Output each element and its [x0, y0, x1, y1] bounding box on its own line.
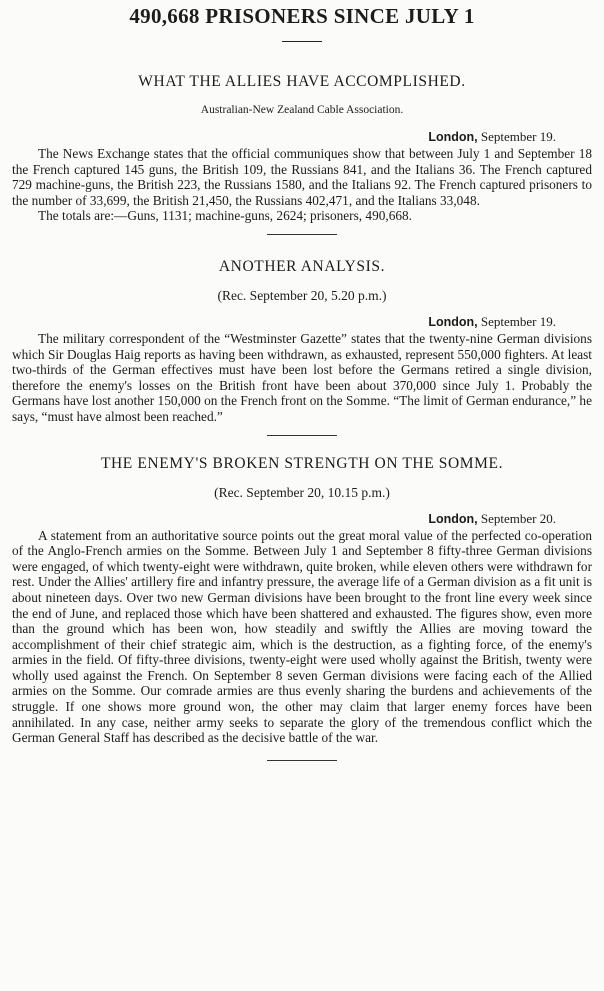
section1-paragraph-2: The totals are:—Guns, 1131; machine-guns, 2624; prisoners, 490,668.	[38, 208, 412, 224]
section1-dateline	[12, 128, 592, 146]
section1-paragraph-1: The News Exchange states that the official communiques show that between July 1 and September 18 the French captured 145 guns, the British 109, the Russians 841, and the Italians 36. The French captured 729 machine-guns, the British 223, the Russians 1580, and the Italians 92. The French captured prisoners to the number of 33,699, the British 21,450, the Russians 402,471, and the Italians 33,048.	[12, 146, 592, 208]
section3-title: THE ENEMY'S BROKEN STRENGTH ON THE SOMME.	[100, 454, 504, 472]
closing-rule	[267, 760, 337, 761]
section2-paragraph: The military correspondent of the “Westminster Gazette” states that the twenty-nine German divisions which Sir Douglas Haig reports as having been withdrawn, as exhausted, represent 550,000 fighters. At least two-thirds of the German effectives must have been lost before the Germans retired a single division, therefore the enemy's losses on the British front have been about 370,000 since July 1. Probably the Germans have lost another 150,000 on the French front on the Somme. “The limit of German endurance,” he says, “must have almost been reached.”	[12, 330, 592, 424]
section1-dateline-date: September 19.	[480, 129, 556, 144]
section2-dateline-date: September 19.	[480, 313, 556, 329]
section3-dateline-date: September 20.	[480, 510, 556, 526]
section1-credit: Australian-New Zealand Cable Association.	[200, 104, 404, 116]
section2-dateline	[12, 313, 592, 331]
section1-dateline-place: London,	[428, 130, 478, 144]
section3-dateline	[12, 510, 592, 528]
section2-dateline-place: London,	[428, 314, 478, 329]
main-headline: 490,668 PRISONERS SINCE JULY 1	[129, 4, 475, 28]
section3-dateline-place: London,	[428, 511, 478, 526]
section2-title: ANOTHER ANALYSIS.	[218, 257, 386, 275]
section3-paragraph: A statement from an authoritative source points out the great moral value of the perfected co-operation of the Anglo-French armies on the Somme. Between July 1 and September 8 fifty-three German divisions were engaged, of which twenty-eight were withdrawn, quite broken, while eleven others were withdrawn for rest. Under the Allies' artillery fire and infantry pressure, the average life of a German division as a fit unit is about nineteen days. Over two new German divisions have been brought to the front line every week since the end of June, and replaced those which have been shattered and exhausted. The figures show, even more than the ground which has been won, how steadily and swiftly the Allies are moving toward the accomplishment of their chief strategic aim, which is the destruction, as a fighting force, of the enemy's armies in the field. Of fifty-three divisions, twenty-eight were used wholly against the British, twenty were wholly used against the French. On September 8 seven German divisions were facing each of the Allied armies on the Somme. Our comrade armies are thus evenly sharing the burdens and achievements of the struggle. If one shows more ground won, the other may claim that larger enemy forces have been annihilated. In any case, neither army seeks to separate the glory of the tremendous conflict which the German General Staff has described as the decisive battle of the war.	[12, 527, 592, 746]
section3-received: (Rec. September 20, 10.15 p.m.)	[214, 484, 390, 500]
section2-received: (Rec. September 20, 5.20 p.m.)	[217, 287, 387, 303]
section1-title: WHAT THE ALLIES HAVE ACCOMPLISHED.	[138, 73, 466, 90]
